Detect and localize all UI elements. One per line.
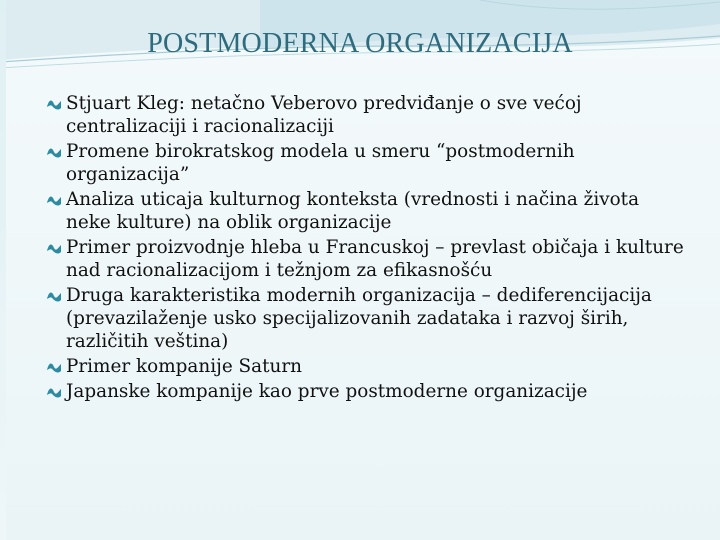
list-item xyxy=(44,355,684,378)
wave-icon xyxy=(46,288,62,304)
wave-icon xyxy=(46,240,62,256)
list-item xyxy=(44,140,684,186)
wave-icon xyxy=(46,144,62,160)
list-item xyxy=(44,92,684,138)
bullet-text: Primer proizvodnje hleba u Francuskoj – prevlast običaja i kulture nad racionalizacijom i težnjom za efikasnošću xyxy=(66,237,684,281)
list-item xyxy=(44,380,684,403)
wave-icon xyxy=(46,96,62,112)
wave-icon xyxy=(46,384,62,400)
bullet-text: Japanske kompanije kao prve postmoderne organizacije xyxy=(66,381,588,402)
list-item xyxy=(44,284,684,353)
bullet-text: Druga karakteristika modernih organizacija – dediferencijacija (prevazilaženje usko specijalizovanih zadataka i razvoj širih, različitih veština) xyxy=(66,285,652,352)
list-item xyxy=(44,236,684,282)
left-edge-decoration xyxy=(0,0,6,540)
bullet-list xyxy=(44,92,684,405)
wave-icon xyxy=(46,359,62,375)
bullet-text: Analiza uticaja kulturnog konteksta (vrednosti i načina života neke kulture) na oblik organizacije xyxy=(66,189,640,233)
bullet-text: Promene birokratskog modela u smeru “postmodernih organizacija” xyxy=(66,141,575,185)
slide-title: POSTMODERNA ORGANIZACIJA xyxy=(147,28,573,59)
list-item xyxy=(44,188,684,234)
bullet-text: Stjuart Kleg: netačno Veberovo predviđanje o sve većoj centralizaciji i racionalizaciji xyxy=(66,93,582,137)
bullet-text: Primer kompanije Saturn xyxy=(66,356,302,377)
wave-icon xyxy=(46,192,62,208)
